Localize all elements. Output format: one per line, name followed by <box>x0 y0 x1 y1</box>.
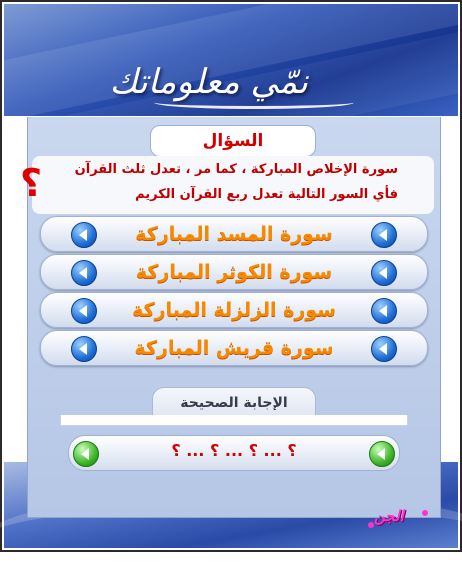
arrow-left-icon <box>371 298 397 324</box>
answer-option-1[interactable] <box>40 216 428 252</box>
author-signature: الجن <box>374 507 404 525</box>
answer-option-2[interactable] <box>40 254 428 290</box>
answer-option-label: سورة الكوثر المباركة <box>135 261 333 283</box>
answer-option-3[interactable] <box>40 292 428 328</box>
question-text-line-2: فأي السور التالية تعدل ربع القرآن الكريم <box>135 187 398 202</box>
site-logo: نمّي معلوماتك <box>109 62 308 102</box>
correct-answer-title: الإجابة الصحيحة <box>152 387 316 419</box>
green-arrow-icon <box>73 441 99 467</box>
arrow-left-icon <box>371 336 397 362</box>
arrow-left-icon <box>371 222 397 248</box>
question-text-line-1: سورة الإخلاص المباركة ، كما مر ، تعدل ثلث القرآن <box>74 162 398 177</box>
correct-answer-text: ؟ ... ؟ ... ؟ ... ؟ <box>171 441 297 460</box>
question-title: السؤال <box>150 125 316 157</box>
header-banner <box>4 4 458 116</box>
green-arrow-icon <box>369 441 395 467</box>
signature-dot <box>422 510 428 516</box>
answer-option-label: سورة المسد المباركة <box>135 223 333 245</box>
logo-swoosh <box>154 96 354 109</box>
question-box <box>32 156 434 214</box>
correct-answer-tab-base <box>60 415 408 426</box>
correct-answer-field[interactable] <box>68 435 400 471</box>
answer-option-label: سورة قريش المباركة <box>134 337 334 359</box>
signature-dot <box>368 522 374 528</box>
answer-option-4[interactable] <box>40 330 428 366</box>
answer-option-label: سورة الزلزلة المباركة <box>132 299 336 321</box>
arrow-left-icon <box>371 260 397 286</box>
question-mark-icon: ؟ <box>20 161 43 205</box>
